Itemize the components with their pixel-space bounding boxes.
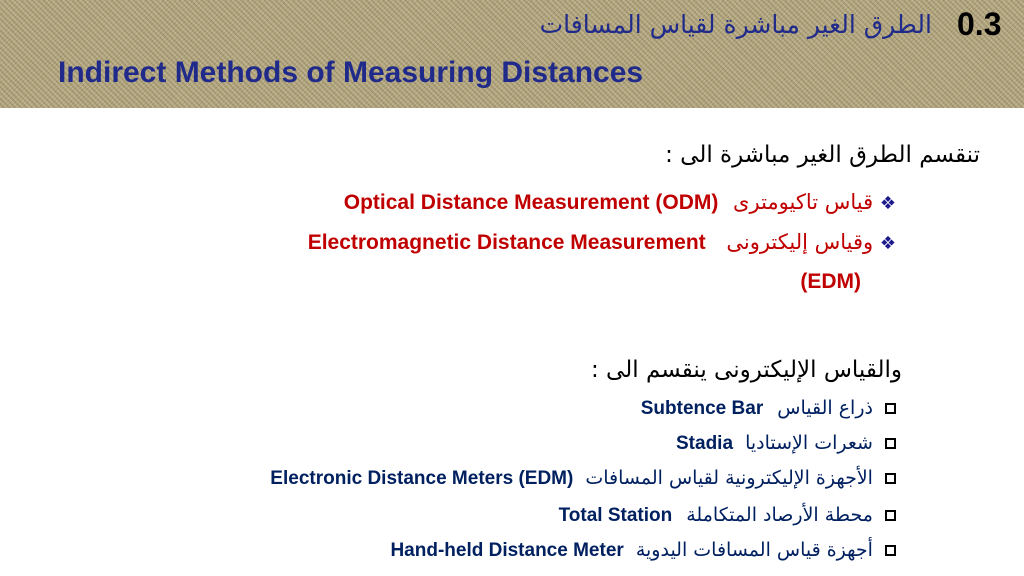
bullet-arabic: قياس تاكيومترى bbox=[733, 190, 874, 214]
square-bullet-icon bbox=[885, 438, 896, 449]
diamond-bullet-icon: ❖ bbox=[879, 233, 896, 254]
title-english: Indirect Methods of Measuring Distances bbox=[58, 56, 644, 89]
bullet-english: Stadia bbox=[676, 433, 734, 454]
square-bullet-icon bbox=[885, 403, 896, 414]
bullet-english: Subtence Bar bbox=[640, 398, 764, 419]
square-bullet-icon bbox=[885, 473, 896, 484]
bullet-arabic: شعرات الإستاديا bbox=[745, 432, 873, 454]
bullet-english: Electromagnetic Distance Measurement bbox=[307, 231, 706, 254]
title-banner bbox=[0, 0, 1024, 108]
list-item bbox=[390, 535, 896, 566]
bullet-continuation: (EDM) bbox=[800, 270, 861, 293]
bullet-english: Total Station bbox=[558, 505, 673, 526]
bullet-arabic: ذراع القياس bbox=[777, 397, 873, 419]
bullet-english: Optical Distance Measurement (ODM) bbox=[343, 191, 719, 214]
list-item bbox=[270, 463, 896, 494]
square-bullet-icon bbox=[885, 545, 896, 556]
bullet-arabic: وقياس إليكترونى bbox=[726, 230, 874, 254]
diamond-bullet-icon: ❖ bbox=[879, 193, 896, 214]
bullet-arabic: محطة الأرصاد المتكاملة bbox=[686, 504, 873, 526]
bullet-arabic: الأجهزة الإليكترونية لقياس المسافات bbox=[585, 467, 873, 489]
list-item bbox=[676, 428, 896, 459]
bullet-english: Electronic Distance Meters (EDM) bbox=[270, 468, 574, 489]
section-number: 0.3 bbox=[957, 6, 1002, 42]
square-bullet-icon bbox=[885, 510, 896, 521]
list-item bbox=[344, 187, 896, 219]
intro-text: تنقسم الطرق الغير مباشرة الى : bbox=[665, 142, 980, 168]
bullet-english: Hand-held Distance Meter bbox=[390, 540, 624, 561]
list-item bbox=[308, 227, 896, 259]
intro-text-2: والقياس الإليكترونى ينقسم الى : bbox=[591, 357, 902, 383]
list-item bbox=[641, 393, 896, 424]
list-item bbox=[559, 500, 896, 531]
bullet-arabic: أجهزة قياس المسافات اليدوية bbox=[635, 539, 873, 561]
title-arabic: الطرق الغير مباشرة لقياس المسافات bbox=[539, 10, 932, 39]
